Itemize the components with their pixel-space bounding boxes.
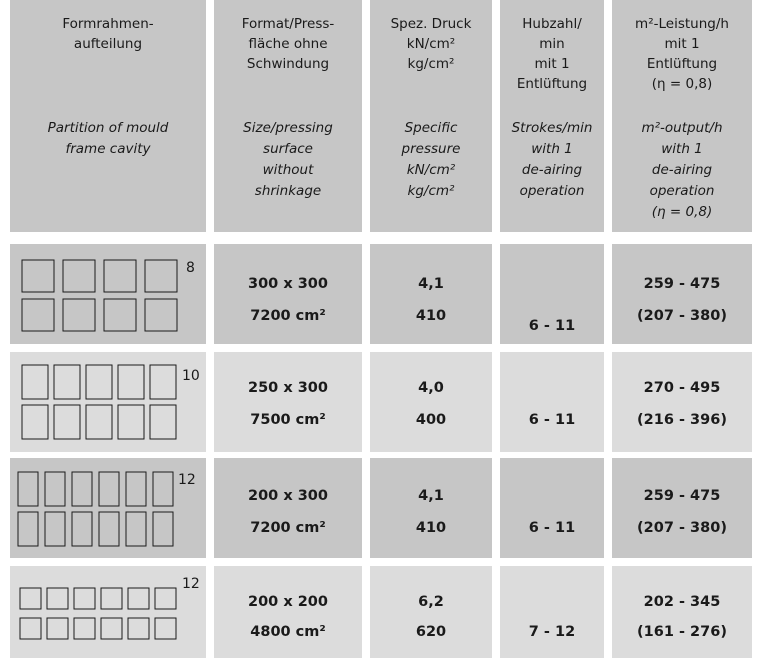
column-partition [10, 0, 206, 658]
pressure-cell-3: 4,1 410 [370, 458, 492, 558]
partition-cell-3 [10, 458, 206, 558]
header-pressure-de: Spez. Druck kN/cm² kg/cm² [390, 16, 472, 72]
partition-diagram-3 [10, 458, 206, 558]
header-output-de: m²-Leistung/h mit 1 Entlüftung (η = 0,8) [635, 16, 729, 92]
strokes-cell-1: 6 - 11 [500, 244, 604, 344]
partition-cell-2 [10, 352, 206, 452]
strokes-cell-3: 6 - 11 [500, 458, 604, 558]
cavity-count-1: 8 [186, 260, 195, 276]
header-output-en: m²-output/h with 1 de-airing operation (η = 0,8) [641, 120, 723, 220]
partition-cell-4 [10, 566, 206, 658]
cavity-count-2: 10 [182, 368, 200, 384]
header-partition-de: Formrahmen- aufteilung [62, 16, 154, 52]
header-strokes-en: Strokes/min with 1 de-airing operation [511, 120, 593, 199]
output-cell-2: 270 - 495 (216 - 396) [612, 352, 752, 452]
header-size [214, 0, 362, 232]
column-output [612, 0, 752, 658]
partition-diagram-2 [10, 352, 206, 452]
column-size [214, 0, 362, 658]
size-cell-3: 200 x 300 7200 cm² [214, 458, 362, 558]
partition-cell-1 [10, 244, 206, 344]
header-strokes-de: Hubzahl/ min mit 1 Entlüftung [516, 16, 588, 92]
size-cell-1: 300 x 300 7200 cm² [214, 244, 362, 344]
cavity-count-4: 12 [182, 576, 200, 592]
header-partition-en: Partition of mould frame cavity [47, 120, 169, 157]
header-size-de: Format/Press- fläche ohne Schwindung [241, 16, 335, 72]
pressure-cell-4: 6,2 620 [370, 566, 492, 658]
header-strokes [500, 0, 604, 232]
size-cell-4: 200 x 200 4800 cm² [214, 566, 362, 658]
output-cell-4: 202 - 345 (161 - 276) [612, 566, 752, 658]
column-strokes [500, 0, 604, 658]
partition-diagram-4 [10, 566, 206, 658]
partition-diagram-1 [10, 244, 206, 344]
size-cell-2: 250 x 300 7500 cm² [214, 352, 362, 452]
pressure-cell-1: 4,1 410 [370, 244, 492, 344]
strokes-cell-4: 7 - 12 [500, 566, 604, 658]
strokes-cell-2: 6 - 11 [500, 352, 604, 452]
output-cell-1: 259 - 475 (207 - 380) [612, 244, 752, 344]
cavity-count-3: 12 [178, 472, 196, 488]
column-pressure [370, 0, 492, 658]
header-pressure [370, 0, 492, 232]
header-size-en: Size/pressing surface without shrinkage [243, 120, 333, 199]
output-cell-3: 259 - 475 (207 - 380) [612, 458, 752, 558]
pressure-cell-2: 4,0 400 [370, 352, 492, 452]
header-output [612, 0, 752, 232]
header-partition [10, 0, 206, 232]
header-pressure-en: Specific pressure kN/cm² kg/cm² [401, 120, 461, 199]
